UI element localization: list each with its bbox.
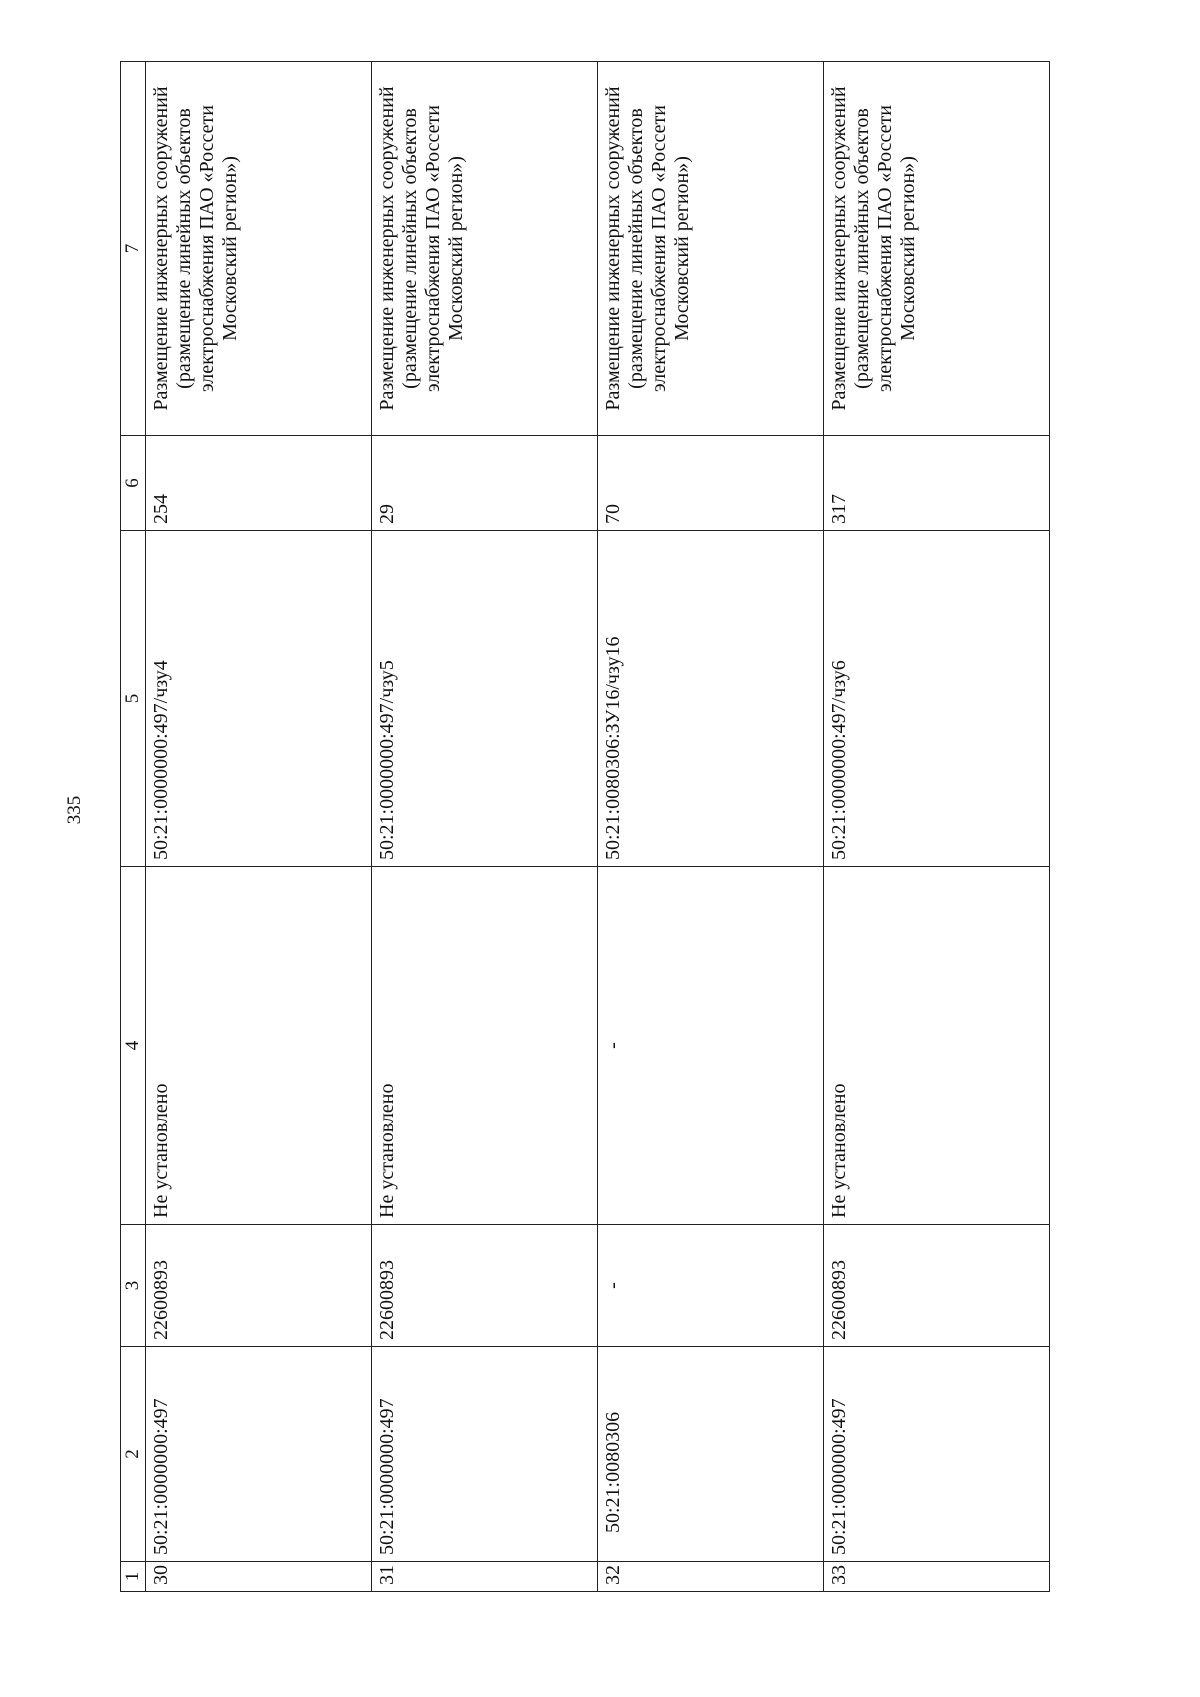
- col3-value: 22600893: [372, 1225, 598, 1347]
- cadastral-number: 50:21:0000000:497: [372, 1347, 598, 1562]
- table-row: [824, 62, 1050, 1592]
- row-number: 30: [146, 1562, 372, 1592]
- header-col-6: 6: [121, 436, 146, 531]
- area-value: 317: [824, 436, 1050, 531]
- area-value: 70: [598, 436, 824, 531]
- row-number: 33: [824, 1562, 1050, 1592]
- col4-value: Не установлено: [146, 867, 372, 1225]
- row-number: 32: [598, 1562, 824, 1592]
- cadastral-number: 50:21:0080306: [598, 1347, 824, 1562]
- rotated-table-container: [120, 62, 1050, 1592]
- row-number: 31: [372, 1562, 598, 1592]
- purpose-text: Размещение инженерных сооружений (размещение линейных объектов электроснабжения ПАО «Россети Московский регион»): [150, 86, 241, 411]
- header-col-5: 5: [121, 531, 146, 867]
- header-col-7: 7: [121, 62, 146, 436]
- purpose-text: Размещение инженерных сооружений (размещение линейных объектов электроснабжения ПАО «Россети Московский регион»): [602, 86, 693, 411]
- header-row: [121, 62, 146, 1592]
- purpose-cell: [146, 62, 372, 436]
- col4-value: Не установлено: [372, 867, 598, 1225]
- part-number: 50:21:0000000:497/чзу5: [372, 531, 598, 867]
- part-number: 50:21:0080306:ЗУ16/чзу16: [598, 531, 824, 867]
- col3-value: 22600893: [146, 1225, 372, 1347]
- col3-value: -: [598, 1225, 824, 1347]
- table-row: [372, 62, 598, 1592]
- table-row: [146, 62, 372, 1592]
- purpose-text: Размещение инженерных сооружений (размещение линейных объектов электроснабжения ПАО «Россети Московский регион»): [376, 86, 467, 411]
- header-col-4: 4: [121, 867, 146, 1225]
- cadastral-number: 50:21:0000000:497: [146, 1347, 372, 1562]
- col4-value: -: [598, 867, 824, 1225]
- header-col-1: 1: [121, 1562, 146, 1592]
- col3-value: 22600893: [824, 1225, 1050, 1347]
- area-value: 29: [372, 436, 598, 531]
- col4-value: Не установлено: [824, 867, 1050, 1225]
- header-col-3: 3: [121, 1225, 146, 1347]
- purpose-cell: [372, 62, 598, 436]
- table-row: [598, 62, 824, 1592]
- part-number: 50:21:0000000:497/чзу4: [146, 531, 372, 867]
- purpose-cell: [598, 62, 824, 436]
- purpose-cell: [824, 62, 1050, 436]
- page-number: 335: [64, 795, 85, 825]
- area-value: 254: [146, 436, 372, 531]
- table-frame: [120, 62, 1050, 1592]
- part-number: 50:21:0000000:497/чзу6: [824, 531, 1050, 867]
- purpose-text: Размещение инженерных сооружений (размещение линейных объектов электроснабжения ПАО «Россети Московский регион»): [828, 86, 919, 411]
- header-col-2: 2: [121, 1347, 146, 1562]
- land-plot-table: [120, 61, 1050, 1592]
- cadastral-number: 50:21:0000000:497: [824, 1347, 1050, 1562]
